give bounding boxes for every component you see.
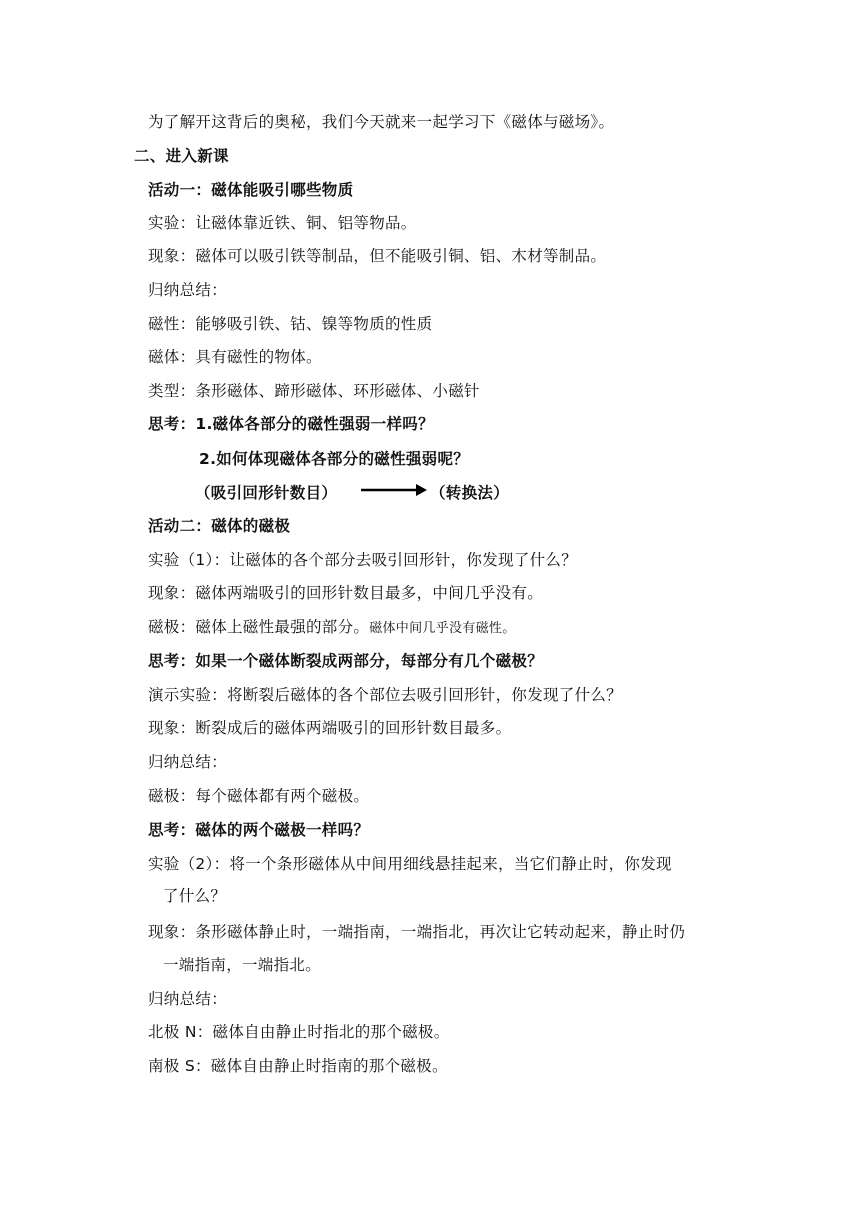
conversion-left: （吸引回形针数目） [195, 484, 338, 502]
summary-label: 归纳总结： [148, 281, 228, 299]
activity1-title: 活动一：磁体能吸引哪些物质 [148, 181, 354, 199]
summary-label-2: 归纳总结： [148, 753, 228, 771]
conversion-right: （转换法） [430, 484, 510, 502]
think-question-2: 2.如何体现磁体各部分的磁性强弱呢？ [199, 450, 470, 468]
activity1-phenomenon: 现象：磁体可以吸引铁等制品，但不能吸引铜、铝、木材等制品。 [148, 247, 607, 265]
right-arrow-icon [360, 482, 428, 498]
intro-paragraph: 为了解开这背后的奥秘，我们今天就来一起学习下《磁体与磁场》。 [148, 113, 615, 131]
phenomenon2-line2: 一端指南，一端指北。 [163, 956, 322, 974]
experiment2-line1: 实验（2）：将一个条形磁体从中间用细线悬挂起来，当它们静止时，你发现 [148, 855, 672, 873]
activity2-phenomenon: 现象：磁体两端吸引的回形针数目最多，中间几乎没有。 [148, 584, 544, 602]
south-pole-definition: 南极 S：磁体自由静止时指南的那个磁极。 [148, 1057, 448, 1075]
pole-definition-note: 磁体中间几乎没有磁性。 [369, 621, 516, 636]
demo-experiment: 演示实验：将断裂后磁体的各个部位去吸引回形针，你发现了什么？ [148, 686, 623, 704]
pole-each: 磁极：每个磁体都有两个磁极。 [148, 787, 370, 805]
activity2-title: 活动二：磁体的磁极 [148, 517, 291, 535]
summary-label-3: 归纳总结： [148, 990, 228, 1008]
pole-definition-main: 磁极：磁体上磁性最强的部分。 [148, 618, 370, 636]
demo-phenomenon: 现象：断裂成后的磁体两端吸引的回形针数目最多。 [148, 719, 512, 737]
activity2-experiment: 实验（1）：让磁体的各个部分去吸引回形针，你发现了什么？ [148, 551, 578, 569]
think-question-3: 思考：如果一个磁体断裂成两部分，每部分有几个磁极？ [148, 652, 544, 670]
section-heading: 二、进入新课 [134, 147, 229, 165]
phenomenon2-line1: 现象：条形磁体静止时，一端指南，一端指北，再次让它转动起来，静止时仍 [148, 923, 686, 941]
magnetism-definition: 磁性：能够吸引铁、钴、镍等物质的性质 [148, 315, 433, 333]
experiment2-line2: 了什么？ [163, 887, 227, 905]
north-pole-definition: 北极 N：磁体自由静止时指北的那个磁极。 [148, 1023, 450, 1041]
magnet-definition: 磁体：具有磁性的物体。 [148, 348, 322, 366]
magnet-types: 类型：条形磁体、蹄形磁体、环形磁体、小磁针 [148, 382, 480, 400]
think-question-1: 思考：1.磁体各部分的磁性强弱一样吗？ [148, 415, 434, 433]
think-question-4: 思考：磁体的两个磁极一样吗？ [148, 821, 370, 839]
pole-definition [148, 616, 516, 640]
activity1-experiment: 实验：让磁体靠近铁、铜、铝等物品。 [148, 214, 417, 232]
